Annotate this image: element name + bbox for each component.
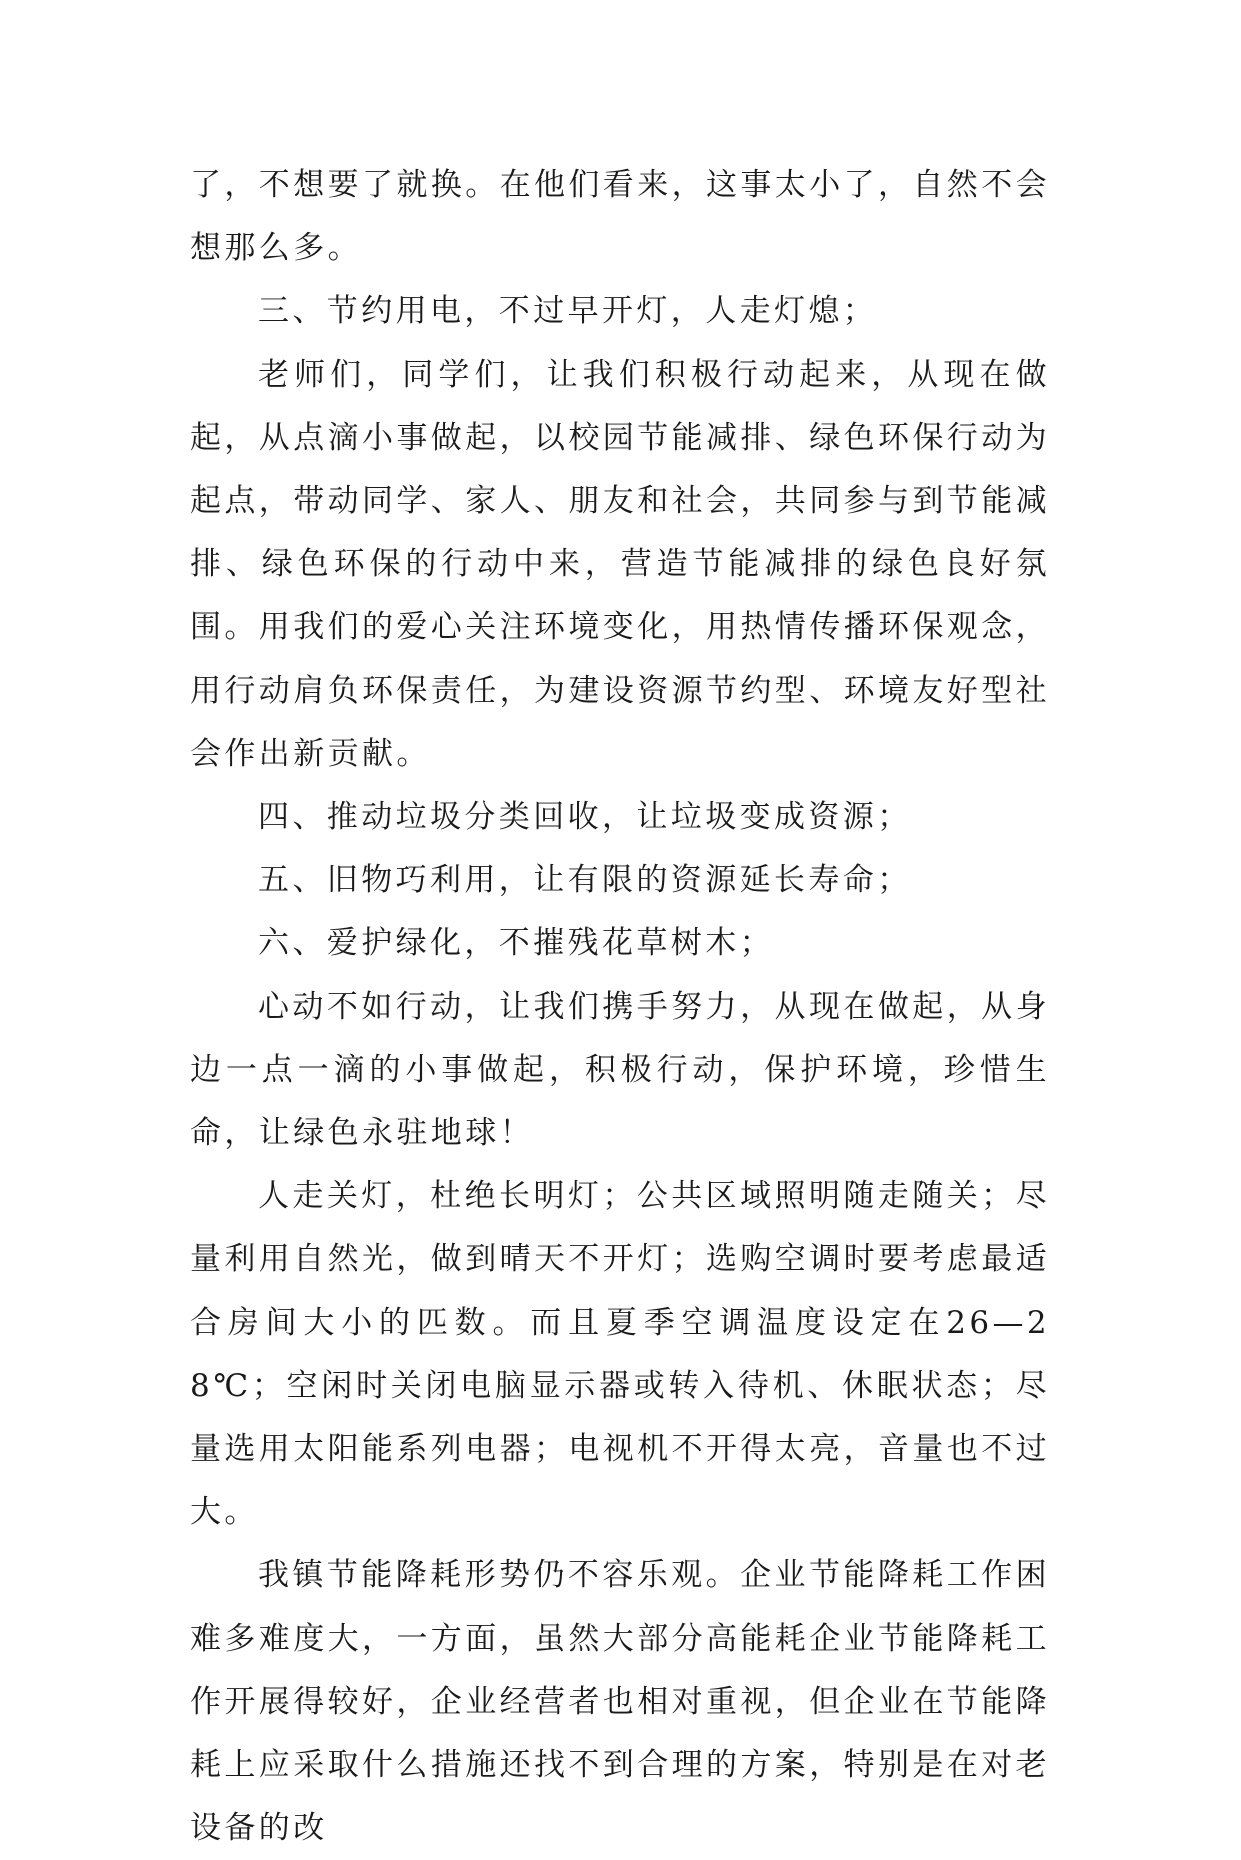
paragraph-3: 老师们，同学们，让我们积极行动起来，从现在做起，从点滴小事做起，以校园节能减排、绿色环保行动为起点，带动同学、家人、朋友和社会，共同参与到节能减排、绿色环保的行动中来，营造节能减排的绿色良好氛围。用我们的爱心关注环境变化，用热情传播环保观念，用行动肩负环保责任，为建设资源节约型、环境友好型社会作出新贡献。	[190, 356, 1050, 772]
paragraph-7: 心动不如行动，让我们携手努力，从现在做起，从身边一点一滴的小事做起，积极行动，保护环境，珍惜生命，让绿色永驻地球！	[190, 988, 1050, 1152]
paragraph-1: 了，不想要了就换。在他们看来，这事太小了，自然不会想那么多。	[190, 167, 1050, 267]
paragraph-5: 五、旧物巧利用，让有限的资源延长寿命；	[258, 862, 912, 899]
paragraph-6: 六、爱护绿化，不摧残花草树木；	[258, 925, 774, 962]
document-body	[190, 154, 1050, 1860]
paragraph-8: 人走关灯，杜绝长明灯；公共区域照明随走随关；尽量利用自然光，做到晴天不开灯；选购空调时要考虑最适合房间大小的匹数。而且夏季空调温度设定在26—28℃；空闲时关闭电脑显示器或转入待机、休眠状态；尽量选用太阳能系列电器；电视机不开得太亮，音量也不过大。	[190, 1178, 1050, 1531]
paragraph-4: 四、推动垃圾分类回收，让垃圾变成资源；	[258, 799, 912, 836]
paragraph-9: 我镇节能降耗形势仍不容乐观。企业节能降耗工作困难多难度大，一方面，虽然大部分高能耗企业节能降耗工作开展得较好，企业经营者也相对重视，但企业在节能降耗上应采取什么措施还找不到合理的方案，特别是在对老设备的改	[190, 1557, 1050, 1847]
paragraph-2: 三、节约用电，不过早开灯，人走灯熄；	[258, 293, 878, 330]
